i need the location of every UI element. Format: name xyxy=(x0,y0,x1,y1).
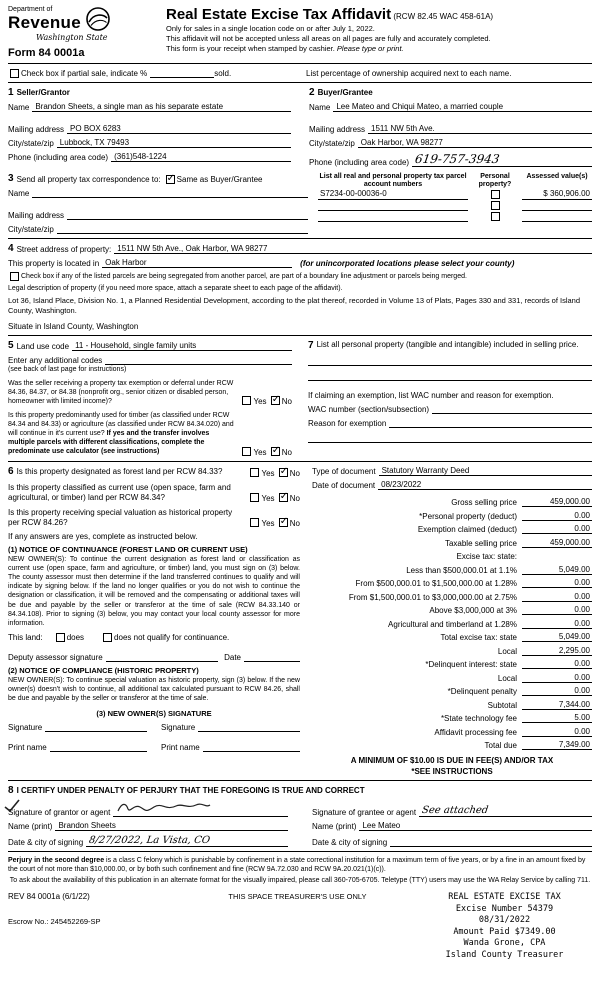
grantor-signature-label: Signature of grantor or agent xyxy=(8,808,111,818)
buyer-phone-handwriting: 619-757-3943 xyxy=(414,152,501,166)
owner-print-label-1: Print name xyxy=(8,743,47,753)
exemption-note: If claiming an exemption, list WAC number and reason for exemption. xyxy=(308,390,554,400)
treasurer-use-label: THIS SPACE TREASURER'S USE ONLY xyxy=(228,892,367,902)
section2-title: Buyer/Grantee xyxy=(317,88,373,97)
tax-row xyxy=(312,727,592,737)
footer-left xyxy=(8,892,178,961)
personal-property-checkbox-1[interactable] xyxy=(491,190,500,199)
tax-value-field[interactable]: 5,049.00 xyxy=(522,632,592,642)
section-classification xyxy=(8,466,300,777)
unincorporated-note: (for unincorporated locations please select your county) xyxy=(300,259,515,268)
tax-row xyxy=(312,686,592,696)
tax-label: Local xyxy=(497,673,517,683)
yes-label: Yes xyxy=(261,519,275,529)
no-label: No xyxy=(289,494,300,504)
s6q2-yes-checkbox[interactable] xyxy=(250,493,259,502)
tax-label: Exemption claimed (deduct) xyxy=(417,525,517,535)
minimum-due-note: A MINIMUM OF $10.00 IS DUE IN FEE(S) AND/OR TAX xyxy=(350,756,554,766)
tax-value-field[interactable]: 0.00 xyxy=(522,578,592,588)
tax-label: Agricultural and timberland at 1.28% xyxy=(388,619,517,629)
no-label: No xyxy=(289,519,300,529)
tax-value-field[interactable]: 7,349.00 xyxy=(522,740,592,750)
section-land-use xyxy=(8,340,292,457)
seller-name-field[interactable]: Brandon Sheets, a single man as his separate estate xyxy=(32,102,291,112)
tax-value-field[interactable]: 459,000.00 xyxy=(522,497,592,507)
owner-print-field-1[interactable] xyxy=(50,742,147,752)
section-seller xyxy=(8,87,291,167)
grantor-signature-field[interactable] xyxy=(113,800,288,817)
section8-number: 8 xyxy=(8,785,14,797)
no-label: No xyxy=(289,469,300,479)
parcel-row xyxy=(473,201,517,211)
located-in-label: This property is located in xyxy=(8,259,100,268)
tax-row xyxy=(312,713,592,723)
tax-label: Total due xyxy=(484,741,517,751)
tax-value-field[interactable]: 0.00 xyxy=(522,619,592,629)
buyer-name-field[interactable]: Lee Mateo and Chiqui Mateo, a married couple xyxy=(333,102,592,112)
reason-exemption-label: Reason for exemption xyxy=(308,418,387,428)
segregated-checkbox[interactable] xyxy=(10,272,19,281)
parcel-row xyxy=(473,190,517,200)
same-as-buyer-label: Same as Buyer/Grantee xyxy=(176,175,263,184)
deputy-assessor-signature-field[interactable] xyxy=(106,652,218,662)
assessed-value-header: Assessed value(s) xyxy=(526,173,588,180)
header-note-2: This affidavit will not be accepted unless all areas on all pages are fully and accurately completed. xyxy=(166,34,491,43)
owner-signature-field-2[interactable] xyxy=(198,722,300,732)
seller-mail-label: Mailing address xyxy=(8,125,65,134)
tax-row xyxy=(312,551,592,561)
tax-label: *Delinquent interest: state xyxy=(425,660,517,670)
deputy-date-label: Date xyxy=(224,652,241,662)
situate-text: Situate in Island County, Washington xyxy=(8,321,139,331)
tax-row xyxy=(312,538,592,548)
tax-label: Subtotal xyxy=(487,700,517,710)
title-block xyxy=(166,6,592,59)
section2-number: 2 xyxy=(309,87,315,98)
notice-continuance-title: (1) NOTICE OF CONTINUANCE (FOREST LAND OR CURRENT USE) xyxy=(8,545,248,555)
tax-label: Less than $500,000.01 at 1.1% xyxy=(406,565,517,575)
sold-label: sold. xyxy=(214,69,232,78)
personal-property-intro: List all personal property (tangible and intangible) included in selling price. xyxy=(316,339,579,349)
header-note-3-text: This form is your receipt when stamped by cashier. xyxy=(166,44,337,53)
notice-continuance-body: NEW OWNER(S): To continue the current designation as forest land or classification as current use (open space, farm and agriculture, or timber) land, you must sign on (3) below. The county assessor must then determine if the land transferred continues to qualify and will indicate by signing below. If the land no longer qualifies or you do not wish to continue the designation or classification, it will be removed and the compensating or additional taxes will be due and payable by the seller or transferor at the time of sale (RCW 84.33.140 or 84.34.108). Prior to signing (3) below, you may contact your local county assessor for more information. xyxy=(8,556,300,627)
section-property xyxy=(8,243,592,331)
grantor-signature-handwriting xyxy=(116,800,212,814)
owner-print-label-2: Print name xyxy=(161,743,200,753)
s5q1-yes-checkbox[interactable] xyxy=(242,396,251,405)
s6q1-yes-checkbox[interactable] xyxy=(250,468,259,477)
no-label: No xyxy=(281,447,292,457)
parcel-numbers-header: List all real and personal property tax parcel account numbers xyxy=(319,173,467,189)
buyer-phone-field[interactable] xyxy=(412,152,592,167)
tax-value-field xyxy=(522,551,592,561)
stamp-line-2: Excise Number 54379 xyxy=(455,903,554,914)
escrow-number: Escrow No.: 245452269-SP xyxy=(8,917,101,927)
grantor-datecity-handwriting: 8/27/2022, La Vista, CO xyxy=(88,835,211,847)
wac-number-label: WAC number (section/subsection) xyxy=(308,404,430,414)
notice-compliance-title: (2) NOTICE OF COMPLIANCE (HISTORIC PROPERTY) xyxy=(8,665,199,675)
grantor-datecity-label: Date & city of signing xyxy=(8,838,84,848)
type-of-document-label: Type of document xyxy=(312,466,376,476)
tax-row xyxy=(312,524,592,534)
grantor-print-label: Name (print) xyxy=(8,822,53,832)
divider xyxy=(8,461,592,462)
s5q2-yes-checkbox[interactable] xyxy=(242,447,251,456)
section-buyer xyxy=(309,87,592,167)
buyer-csz-field[interactable]: Oak Harbor, WA 98277 xyxy=(358,138,592,148)
grantor-print-field[interactable]: Brandon Sheets xyxy=(55,821,288,831)
see-back-note: (see back of last page for instructions) xyxy=(8,365,127,373)
corr-csz-field[interactable] xyxy=(57,224,308,234)
date-of-document-field[interactable]: 08/23/2022 xyxy=(378,480,592,490)
tax-row xyxy=(312,646,592,656)
divider xyxy=(8,780,592,781)
tax-label: Excise tax: state: xyxy=(456,552,517,562)
tax-row xyxy=(312,673,592,683)
partial-sale-label: Check box if partial sale, indicate % xyxy=(21,69,148,78)
tax-label: From $500,000.01 to $1,500,000.00 at 1.28% xyxy=(355,579,517,589)
deputy-date-field[interactable] xyxy=(244,652,300,662)
s6q1-answers xyxy=(248,468,300,478)
s5q1-no-checkbox[interactable] xyxy=(271,396,280,405)
divider xyxy=(8,851,592,852)
personal-property-checkbox-3[interactable] xyxy=(491,212,500,221)
predominate-use-note: If yes and the transfer involves multiple parcels with different classifications, complete the predominate use calculator (see instructions) xyxy=(8,430,210,456)
land-does-not-checkbox[interactable] xyxy=(103,633,112,642)
stamp-line-3: 08/31/2022 xyxy=(478,915,531,926)
seller-mail-field[interactable]: PO BOX 6283 xyxy=(67,124,291,134)
rcw-reference: (RCW 82.45 WAC 458-61A) xyxy=(393,12,494,21)
tax-label: Local xyxy=(497,646,517,656)
handwritten-checkmark xyxy=(4,799,20,813)
segregated-label: Check box if any of the listed parcels are being segregated from another parcel, are part of a boundary line adjustment or parcels being merged. xyxy=(21,273,467,280)
parcel-number-field-3[interactable] xyxy=(318,211,468,222)
type-of-document-field[interactable]: Statutory Warranty Deed xyxy=(379,466,592,476)
section1-title: Seller/Grantor xyxy=(16,88,70,97)
no-label: No xyxy=(281,397,292,407)
dept-of-label: Department of xyxy=(8,6,53,13)
tax-value-field[interactable]: 0.00 xyxy=(522,605,592,615)
parcel-number-field-2[interactable] xyxy=(318,200,468,211)
s6q3-yes-checkbox[interactable] xyxy=(250,518,259,527)
tax-label: Above $3,000,000 at 3% xyxy=(429,606,517,616)
buyer-phone-label: Phone (including area code) xyxy=(309,158,410,167)
tax-label: Total excise tax: state xyxy=(440,633,517,643)
forest-land-question: 6 Is this property designated as forest land per RCW 84.33? xyxy=(8,465,223,477)
form-title: Real Estate Excise Tax Affidavit xyxy=(166,6,392,23)
divider xyxy=(8,238,592,239)
tax-label: Affidavit processing fee xyxy=(434,727,517,737)
seller-csz-label: City/state/zip xyxy=(8,139,54,148)
s5q1-answers xyxy=(240,396,292,406)
seller-phone-field[interactable]: (361)548-1224 xyxy=(111,152,291,162)
tax-label: *Personal property (deduct) xyxy=(419,511,517,521)
historic-property-question: Is this property receiving special valuation as historical property per RCW 84.26? xyxy=(8,508,233,528)
ownership-note: List percentage of ownership acquired next to each name. xyxy=(306,69,512,78)
wac-number-field[interactable] xyxy=(432,404,592,414)
additional-codes-field[interactable] xyxy=(105,355,292,365)
street-address-label: Street address of property: xyxy=(16,245,112,254)
tax-value-field[interactable]: 0.00 xyxy=(522,673,592,683)
certify-statement: I CERTIFY UNDER PENALTY OF PERJURY THAT THE FOREGOING IS TRUE AND CORRECT xyxy=(16,786,365,796)
tax-value-field[interactable]: 0.00 xyxy=(522,511,592,521)
s6q3-no-checkbox[interactable] xyxy=(279,518,288,527)
stamp-line-6: Island County Treasurer xyxy=(445,949,564,960)
tax-value-field[interactable]: 0.00 xyxy=(522,524,592,534)
corr-mail-field[interactable] xyxy=(67,210,308,220)
s6q2-answers xyxy=(248,493,300,503)
grantee-datecity-field[interactable] xyxy=(390,837,592,847)
seller-phone-label: Phone (including area code) xyxy=(8,153,109,162)
yes-label: Yes xyxy=(261,494,275,504)
section-certification xyxy=(8,785,592,847)
owner-sig-label-1: Signature xyxy=(8,723,43,733)
yes-label: Yes xyxy=(253,447,267,457)
tax-value-field[interactable]: 0.00 xyxy=(522,686,592,696)
yes-label: Yes xyxy=(253,397,267,407)
land-use-code-field[interactable]: 11 - Household, single family units xyxy=(72,341,292,351)
tax-row xyxy=(312,740,592,750)
stamp-line-4: Amount Paid $7349.00 xyxy=(453,926,556,937)
treasurer-stamp xyxy=(417,892,592,961)
tax-value-field[interactable]: 7,344.00 xyxy=(522,700,592,710)
section7-number: 7 xyxy=(308,339,314,351)
personal-property-checkbox-2[interactable] xyxy=(491,201,500,210)
grantor-datecity-field[interactable] xyxy=(86,835,288,847)
partial-sale-row xyxy=(8,68,592,78)
form-footer xyxy=(8,892,592,961)
land-does-checkbox[interactable] xyxy=(56,633,65,642)
buyer-name-label: Name xyxy=(309,103,331,112)
rev-number: REV 84 0001a (6/1/22) xyxy=(8,892,90,902)
tax-label: *Delinquent penalty xyxy=(447,687,517,697)
s5q2-answers xyxy=(240,447,292,457)
seller-csz-field[interactable]: Lubbock, TX 79493 xyxy=(57,138,291,148)
stamp-line-1: REAL ESTATE EXCISE TAX xyxy=(448,892,561,903)
owner-sig-label-2: Signature xyxy=(161,723,196,733)
corr-csz-label: City/state/zip xyxy=(8,225,54,234)
buyer-csz-label: City/state/zip xyxy=(309,139,355,148)
form-number: Form 84 0001a xyxy=(8,47,85,59)
assessed-value-field-2[interactable] xyxy=(522,200,592,211)
seller-name-label: Name xyxy=(8,103,30,112)
tax-row xyxy=(312,700,592,710)
tax-row xyxy=(312,578,592,588)
assessed-value-field[interactable]: $ 360,906.00 xyxy=(522,189,592,200)
same-as-buyer-checkbox[interactable] xyxy=(166,175,175,184)
does-label: does xyxy=(66,632,85,642)
grantee-datecity-label: Date & city of signing xyxy=(312,838,388,848)
tax-value-field[interactable]: 5,049.00 xyxy=(522,565,592,575)
tax-row xyxy=(312,565,592,575)
correspondence-left xyxy=(8,173,308,234)
grantee-signature-label: Signature of grantee or agent xyxy=(312,808,417,818)
parcel-table xyxy=(318,173,592,234)
legal-description-text[interactable]: Lot 36, Island Place, Division No. 1, a Planned Residential Development, according to the plat thereof, recorded in Volume 13 of Plats, Pages 330 and 331, records of Island County, Washington. xyxy=(8,296,581,315)
yes-label: Yes xyxy=(261,469,275,479)
land-use-band xyxy=(8,340,592,457)
buyer-mail-label: Mailing address xyxy=(309,125,366,134)
grantee-print-field[interactable]: Lee Mateo xyxy=(359,821,592,831)
current-use-question: Is this property classified as current use (open space, farm and agricultural, or timber) land per RCW 84.34? xyxy=(8,483,231,503)
owner-signature-field-1[interactable] xyxy=(45,722,147,732)
divider xyxy=(8,335,592,336)
additional-codes-label: Enter any additional codes xyxy=(8,355,103,365)
parcel-row xyxy=(473,212,517,222)
accessibility-note: To ask about the availability of this publication in an alternate format for the visually impaired, please call 360-705-6705. Teletype (TTY) users may use the WA Relay Service by calling 711. xyxy=(9,877,591,885)
tax-row xyxy=(312,605,592,615)
street-address-field[interactable]: 1511 NW 5th Ave., Oak Harbor, WA 98277 xyxy=(114,244,592,254)
perjury-notice xyxy=(8,856,592,874)
tax-row xyxy=(312,497,592,507)
s6q2-no-checkbox[interactable] xyxy=(279,493,288,502)
owner-print-field-2[interactable] xyxy=(203,742,300,752)
perjury-lead: Perjury in the second degree xyxy=(8,857,105,865)
section1-number: 1 xyxy=(8,87,14,98)
grantee-print-label: Name (print) xyxy=(312,822,357,832)
tax-value-field[interactable]: 2,295.00 xyxy=(522,646,592,656)
exemption-deferral-question: Was the seller receiving a property tax exemption or deferral under RCW 84.36, 84.37, or 84.38 (nonprofit org., senior citizen or disabled person, homeowner with limited income)? xyxy=(8,379,234,405)
section5-number: 5 xyxy=(8,339,14,351)
s6q1-no-checkbox[interactable] xyxy=(279,468,288,477)
land-use-code-label: Land use code xyxy=(16,341,70,351)
tax-value-field[interactable]: 459,000.00 xyxy=(522,538,592,548)
tax-value-field[interactable]: 0.00 xyxy=(522,592,592,602)
revenue-logo-icon xyxy=(85,6,111,32)
washington-state-label: Washington State xyxy=(36,33,108,42)
if-any-yes-note: If any answers are yes, complete as instructed below. xyxy=(8,532,198,542)
new-owners-signature-title: (3) NEW OWNER(S) SIGNATURE xyxy=(96,709,212,719)
section-personal-property xyxy=(308,340,592,457)
tax-row xyxy=(312,592,592,602)
type-or-print-note: Please type or print. xyxy=(336,44,404,53)
buyer-mail-field[interactable]: 1511 NW 5th Ave. xyxy=(368,124,592,134)
agency-name: Revenue xyxy=(8,13,81,32)
tax-label: Taxable selling price xyxy=(444,538,517,548)
tax-row xyxy=(312,632,592,642)
date-of-document-label: Date of document xyxy=(312,480,376,490)
header-note-3 xyxy=(166,44,592,53)
does-not-label: does not qualify for continuance. xyxy=(114,632,230,642)
tax-label: Gross selling price xyxy=(451,498,517,508)
tax-value-field[interactable]: 0.00 xyxy=(522,727,592,737)
reason-exemption-line-2[interactable] xyxy=(308,432,592,443)
form-header xyxy=(8,6,592,59)
partial-percent-field[interactable] xyxy=(150,68,214,78)
corr-mail-label: Mailing address xyxy=(8,211,65,220)
parties-band xyxy=(8,87,592,167)
send-correspondence-label: Send all property tax correspondence to: xyxy=(16,175,161,184)
partial-sale-checkbox[interactable] xyxy=(10,69,19,78)
corr-name-label: Name xyxy=(8,189,30,198)
classification-tax-band xyxy=(8,466,592,777)
timber-agriculture-question: Is this property predominantly used for timber (as classified under RCW 84.34 and 84.33) or agriculture (as classified under RCW 84.34.020) and will continue in it's current use? If yes and the transfer involves multiple parcels with different classifications, complete the predominate use calculator (see instructions) xyxy=(8,412,234,456)
assessed-value-field-3[interactable] xyxy=(522,211,592,222)
legal-description-label: Legal description of property (if you need more space, attach a separate sheet to each page of the affidavit). xyxy=(8,285,343,293)
agency-block xyxy=(8,6,156,59)
section-correspondence xyxy=(8,173,592,234)
divider xyxy=(8,63,592,64)
personal-property-line-2[interactable] xyxy=(308,370,592,381)
grantee-signature-field[interactable] xyxy=(419,805,592,817)
header-note-1: Only for sales in a single location code on or after July 1, 2022. xyxy=(166,24,375,33)
corr-name-field[interactable] xyxy=(32,188,308,198)
tax-value-field[interactable]: 0.00 xyxy=(522,659,592,669)
perjury-body: is a class C felony which is punishable by confinement in a state correctional institution for a maximum term of five years, or by a fine in an amount fixed by the court of not more than $10,000.00, or by both such confinement and fine (RCW 9A.72.030 and RCW 9A.20.021(1)(c)). xyxy=(8,857,586,874)
s5q2-no-checkbox[interactable] xyxy=(271,447,280,456)
this-land-label: This land: xyxy=(8,632,43,642)
located-in-field[interactable]: Oak Harbor xyxy=(102,258,292,268)
deputy-assessor-label: Deputy assessor signature xyxy=(8,652,103,662)
section3-number: 3 xyxy=(8,173,14,184)
tax-row xyxy=(312,619,592,629)
located-extra-line xyxy=(514,258,592,268)
tax-computation xyxy=(312,466,592,777)
section4-number: 4 xyxy=(8,243,14,254)
tax-label: From $1,500,000.01 to $3,000,000.00 at 2.75% xyxy=(348,592,517,602)
reason-exemption-field[interactable] xyxy=(389,418,592,428)
s6q3-answers xyxy=(248,518,300,528)
divider xyxy=(8,82,592,83)
notice-compliance-body: NEW OWNER(S): To continue special valuation as historic property, sign (3) below. If the new owner(s) doesn't wish to continue, all additional tax calculated pursuant to RCW 84.26, shall be due and payable by the seller or transferor at the time of sale. xyxy=(8,676,300,702)
stamp-line-5: Wanda Grone, CPA xyxy=(463,938,546,949)
grantee-signature-handwriting: See attached xyxy=(421,805,490,817)
parcel-number-field[interactable]: S7234-00-00036-0 xyxy=(318,189,468,200)
personal-property-line-1[interactable] xyxy=(308,355,592,366)
tax-label: *State technology fee xyxy=(440,714,517,724)
tax-row xyxy=(312,659,592,669)
tax-value-field[interactable]: 5.00 xyxy=(522,713,592,723)
see-instructions-note: *SEE INSTRUCTIONS xyxy=(411,767,493,777)
personal-property-header: Personal property? xyxy=(478,173,512,189)
tax-row xyxy=(312,511,592,521)
